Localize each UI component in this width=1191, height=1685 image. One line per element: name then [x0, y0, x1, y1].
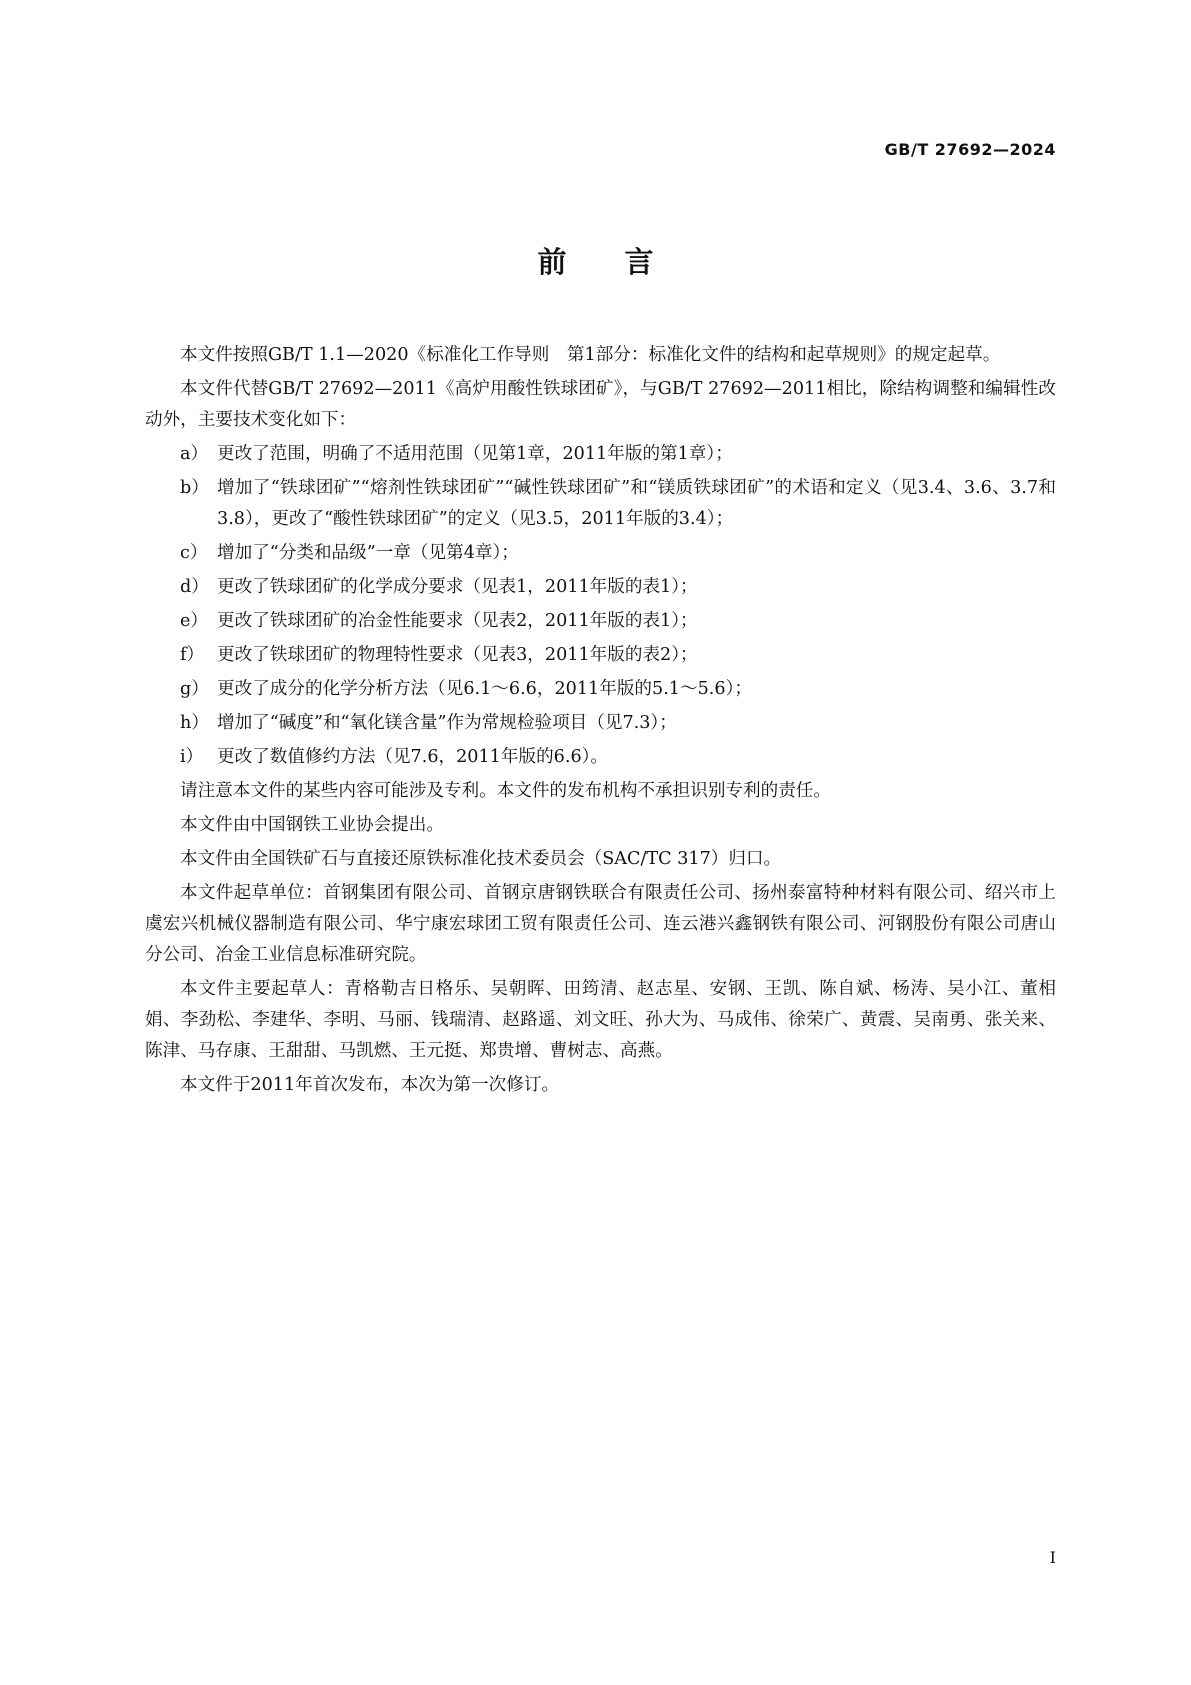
changes-list [145, 439, 1056, 773]
list-item-text: 更改了铁球团矿的物理特性要求（见表3，2011年版的表2）； [217, 645, 698, 665]
paragraph-drafting-rules: 本文件按照GB/T 1.1—2020《标准化工作导则 第1部分：标准化文件的结构和起草规则》的规定起草。 [180, 345, 1001, 365]
list-item [145, 473, 1056, 535]
paragraph-patent-notice: 请注意本文件的某些内容可能涉及专利。本文件的发布机构不承担识别专利的责任。 [180, 781, 831, 801]
list-item-text: 增加了“分类和品级”一章（见第4章）； [217, 543, 519, 563]
paragraph-replacement: 本文件代替GB/T 27692—2011《高炉用酸性铁球团矿》，与GB/T 27692—2011相比，除结构调整和编辑性改动外，主要技术变化如下： [145, 379, 1056, 430]
list-item-text: 更改了成分的化学分析方法（见6.1～6.6，2011年版的5.1～5.6）； [217, 679, 752, 699]
list-item-label: d） [180, 577, 209, 597]
list-item-text: 更改了铁球团矿的冶金性能要求（见表2，2011年版的表1）； [217, 611, 698, 631]
list-item-text: 增加了“铁球团矿”“熔剂性铁球团矿”“碱性铁球团矿”和“镁质铁球团矿”的术语和定义（见3.4、3.6、3.7和3.8），更改了“酸性铁球团矿”的定义（见3.5，2011年版的3.4）； [217, 478, 1056, 529]
list-item-label: h） [180, 713, 209, 733]
list-item [145, 572, 1056, 603]
list-item-label: b） [180, 478, 209, 498]
list-item [145, 606, 1056, 637]
list-item [145, 538, 1056, 569]
list-item-text: 更改了数值修约方法（见7.6，2011年版的6.6）。 [217, 747, 609, 767]
page-title: 前言 [537, 245, 712, 279]
paragraph-committee: 本文件由全国铁矿石与直接还原铁标准化技术委员会（SAC/TC 317）归口。 [180, 849, 782, 869]
list-item-text: 增加了“碱度”和“氧化镁含量”作为常规检验项目（见7.3）； [217, 713, 677, 733]
list-item-label: f） [180, 645, 205, 665]
list-item-label: g） [180, 679, 209, 699]
list-item-text: 更改了范围，明确了不适用范围（见第1章，2011年版的第1章）； [217, 444, 733, 464]
paragraph-release-history: 本文件于2011年首次发布，本次为第一次修订。 [180, 1075, 560, 1095]
list-item-text: 更改了铁球团矿的化学成分要求（见表1，2011年版的表1）； [217, 577, 698, 597]
list-item [145, 742, 1056, 773]
paragraph-drafters: 本文件主要起草人：青格勒吉日格乐、吴朝晖、田筠清、赵志星、安钢、王凯、陈自斌、杨涛、吴小江、董相娟、李劲松、李建华、李明、马丽、钱瑞清、赵路遥、刘文旺、孙大为、马成伟、徐荣广、黄震、吴南勇、张关来、陈津、马存康、王甜甜、马凯燃、王元挺、郑贵增、曹树志、高燕。 [145, 979, 1056, 1061]
list-item-label: c） [180, 543, 208, 563]
page-number: I [1049, 1548, 1056, 1567]
list-item [145, 708, 1056, 739]
list-item-label: e） [180, 611, 209, 631]
list-item [145, 640, 1056, 671]
list-item [145, 439, 1056, 470]
preface-body [145, 340, 1056, 1104]
paragraph-drafting-units: 本文件起草单位：首钢集团有限公司、首钢京唐钢铁联合有限责任公司、扬州泰富特种材料有限公司、绍兴市上虞宏兴机械仪器制造有限公司、华宁康宏球团工贸有限责任公司、连云港兴鑫钢铁有限公司、河钢股份有限公司唐山分公司、冶金工业信息标准研究院。 [145, 883, 1056, 965]
list-item [145, 674, 1056, 705]
list-item-label: a） [180, 444, 209, 464]
document-code: GB/T 27692—2024 [884, 140, 1056, 159]
list-item-label: i） [180, 747, 204, 767]
paragraph-proposer: 本文件由中国钢铁工业协会提出。 [180, 815, 444, 835]
